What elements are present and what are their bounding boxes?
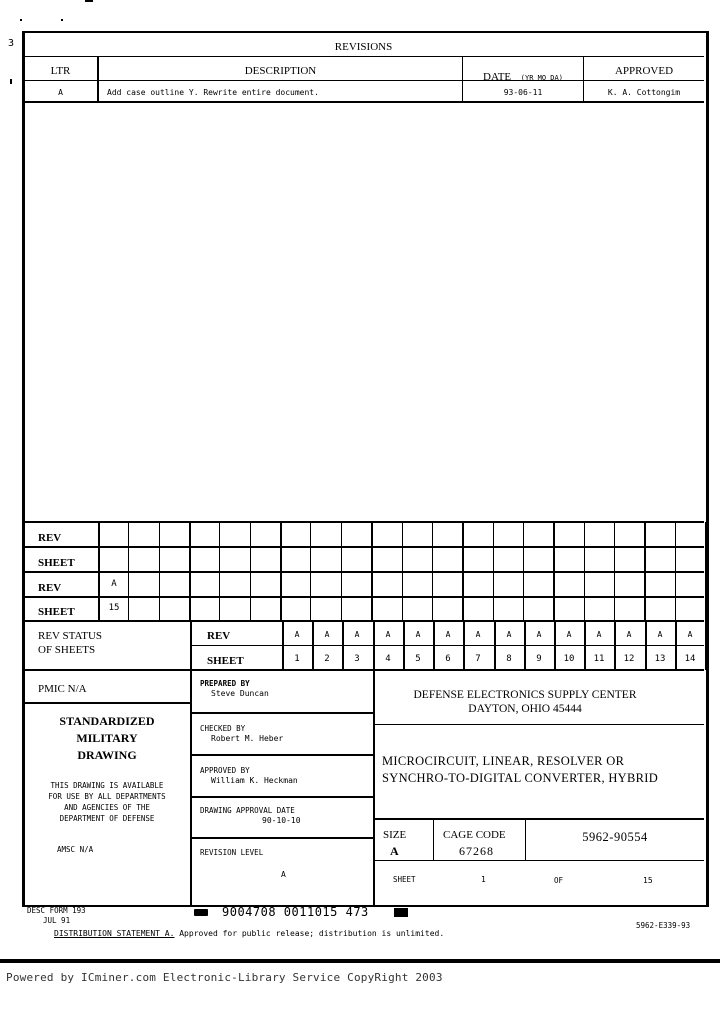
col-header-date	[463, 65, 583, 84]
pmic-label: PMIC N/A	[38, 683, 87, 695]
col-header-approved: APPROVED	[614, 65, 674, 77]
approval-date-label: DRAWING APPROVAL DATE	[200, 806, 295, 815]
grid-divider	[462, 522, 464, 621]
status-sheet-cell: 1	[294, 654, 300, 664]
grid-sheet-cell: 15	[108, 603, 120, 613]
smd-line2: MILITARY	[76, 731, 138, 745]
revision-level-value: A	[281, 870, 286, 879]
status-rev-cell: A	[626, 630, 632, 639]
availability-line2: FOR USE BY ALL DEPARTMENTS	[48, 792, 166, 801]
availability-line4: DEPARTMENT OF DEFENSE	[59, 814, 155, 823]
checked-by-label: CHECKED BY	[200, 724, 246, 733]
rev-status-title	[38, 629, 102, 657]
approved-by-name: William K. Heckman	[211, 776, 298, 785]
prepared-by-name: Steve Duncan	[211, 689, 269, 698]
of-label: OF	[554, 876, 564, 885]
rev-status-rev-label: REV	[207, 630, 231, 642]
availability-line3: AND AGENCIES OF THE	[64, 803, 150, 812]
title-line2: SYNCHRO-TO-DIGITAL CONVERTER, HYBRID	[382, 771, 659, 785]
size-label: SIZE	[383, 829, 407, 841]
cage-code-label: CAGE CODE	[443, 829, 506, 841]
grid-label-rev-2: REV	[38, 582, 62, 594]
grid-divider	[402, 522, 403, 621]
status-rev-cell: A	[385, 630, 391, 639]
status-rev-cell: A	[475, 630, 481, 639]
grid-divider	[523, 522, 524, 621]
sheet-number: 1	[481, 875, 486, 884]
status-sheet-cell: 12	[623, 654, 635, 664]
status-rev-cell: A	[657, 630, 663, 639]
distribution-label: DISTRIBUTION STATEMENT A.	[54, 929, 175, 938]
availability-line1: THIS DRAWING IS AVAILABLE	[50, 781, 164, 790]
grid-divider	[371, 522, 373, 621]
grid-divider	[584, 522, 585, 621]
barcode-logo-icon	[194, 909, 208, 916]
drawing-title	[382, 753, 658, 787]
status-sheet-cell: 3	[354, 654, 360, 664]
barcode-number: 9004708 0011015 473	[222, 905, 369, 919]
status-sheet-cell: 11	[593, 654, 605, 664]
grid-divider	[310, 522, 311, 621]
grid-divider	[341, 522, 342, 621]
revision-date: 93-06-11	[503, 88, 543, 97]
form-line2: JUL 91	[43, 916, 71, 925]
approved-by-label: APPROVED BY	[200, 766, 250, 775]
grid-divider	[159, 522, 160, 621]
status-sheet-cell: 8	[506, 654, 512, 664]
scan-mark	[61, 19, 63, 21]
form-number	[27, 906, 86, 926]
status-sheet-cell: 6	[445, 654, 451, 664]
title-line1: MICROCIRCUIT, LINEAR, RESOLVER OR	[382, 754, 625, 768]
grid-divider	[219, 522, 220, 621]
sheet-total: 15	[643, 876, 653, 885]
status-divider	[705, 621, 707, 670]
status-rev-cell: A	[354, 630, 360, 639]
availability-notice	[24, 780, 190, 824]
col-header-description: DESCRIPTION	[244, 65, 317, 77]
revision-ltr: A	[58, 88, 63, 97]
status-rev-cell: A	[324, 630, 330, 639]
revisions-title: REVISIONS	[334, 41, 393, 53]
checked-by-name: Robert M. Heber	[211, 734, 284, 743]
cage-code-value: 67268	[459, 844, 494, 858]
grid-label-sheet-2: SHEET	[38, 606, 75, 618]
status-sheet-cell: 2	[324, 654, 330, 664]
grid-divider	[705, 522, 706, 621]
margin-mark: 3	[8, 38, 15, 49]
grid-divider	[644, 522, 646, 621]
revision-level-label: REVISION LEVEL	[200, 848, 264, 857]
sheet-label: SHEET	[393, 875, 416, 884]
rev-status-sheet-label: SHEET	[207, 655, 244, 667]
grid-divider	[432, 522, 433, 621]
size-value: A	[390, 844, 399, 858]
barcode-block-icon	[394, 908, 408, 917]
revision-approved: K. A. Cottongim	[607, 88, 681, 97]
smd-line3: DRAWING	[77, 748, 137, 762]
date-label: DATE	[483, 71, 512, 83]
scan-mark	[20, 19, 22, 21]
agency-line1: DEFENSE ELECTRONICS SUPPLY CENTER	[413, 689, 637, 701]
status-sheet-cell: 7	[475, 654, 481, 664]
status-sheet-cell: 5	[415, 654, 421, 664]
rev-status-line1: REV STATUS	[38, 630, 103, 642]
agency-line2: DAYTON, OHIO 45444	[468, 703, 582, 715]
smd-title	[24, 713, 190, 764]
status-sheet-cell: 4	[385, 654, 391, 664]
grid-divider	[493, 522, 494, 621]
status-sheet-cell: 14	[684, 654, 696, 664]
distribution-text: Approved for public release; distribution is unlimited.	[174, 929, 445, 938]
status-rev-cell: A	[687, 630, 693, 639]
status-rev-cell: A	[596, 630, 602, 639]
smd-line1: STANDARDIZED	[59, 714, 155, 728]
document-id: 5962-E339-93	[636, 921, 691, 930]
status-sheet-cell: 10	[563, 654, 575, 664]
form-line1: DESC FORM 193	[27, 906, 86, 915]
grid-label-sheet-1: SHEET	[38, 557, 75, 569]
rev-status-line2: OF SHEETS	[38, 644, 96, 656]
col-header-ltr: LTR	[50, 65, 71, 77]
revision-description: Add case outline Y. Rewrite entire document.	[107, 88, 319, 97]
scan-mark	[10, 79, 12, 84]
status-sheet-cell: 9	[536, 654, 542, 664]
agency-name	[375, 688, 675, 716]
grid-divider	[250, 522, 251, 621]
status-sheet-cell: 13	[654, 654, 666, 664]
grid-divider	[675, 522, 676, 621]
grid-divider	[553, 522, 555, 621]
grid-divider	[614, 522, 615, 621]
grid-divider	[189, 522, 191, 621]
banner-rule	[0, 959, 720, 963]
status-rev-cell: A	[536, 630, 542, 639]
grid-rev-cell: A	[111, 579, 117, 589]
approval-date-value: 90-10-10	[262, 816, 301, 825]
status-rev-cell: A	[445, 630, 451, 639]
grid-divider	[280, 522, 282, 621]
scan-mark	[85, 0, 93, 2]
date-format-label: (YR MO DA)	[520, 74, 563, 82]
grid-label-rev-1: REV	[38, 532, 62, 544]
prepared-by-label: PREPARED BY	[200, 679, 250, 688]
status-rev-cell: A	[566, 630, 572, 639]
amsc-label: AMSC N/A	[57, 845, 94, 854]
drawing-number: 5962-90554	[582, 830, 648, 844]
distribution-statement	[54, 929, 444, 938]
status-rev-cell: A	[294, 630, 300, 639]
powered-by-banner: Powered by ICminer.com Electronic-Library Service CopyRight 2003	[6, 971, 443, 984]
status-rev-cell: A	[415, 630, 421, 639]
status-rev-cell: A	[506, 630, 512, 639]
